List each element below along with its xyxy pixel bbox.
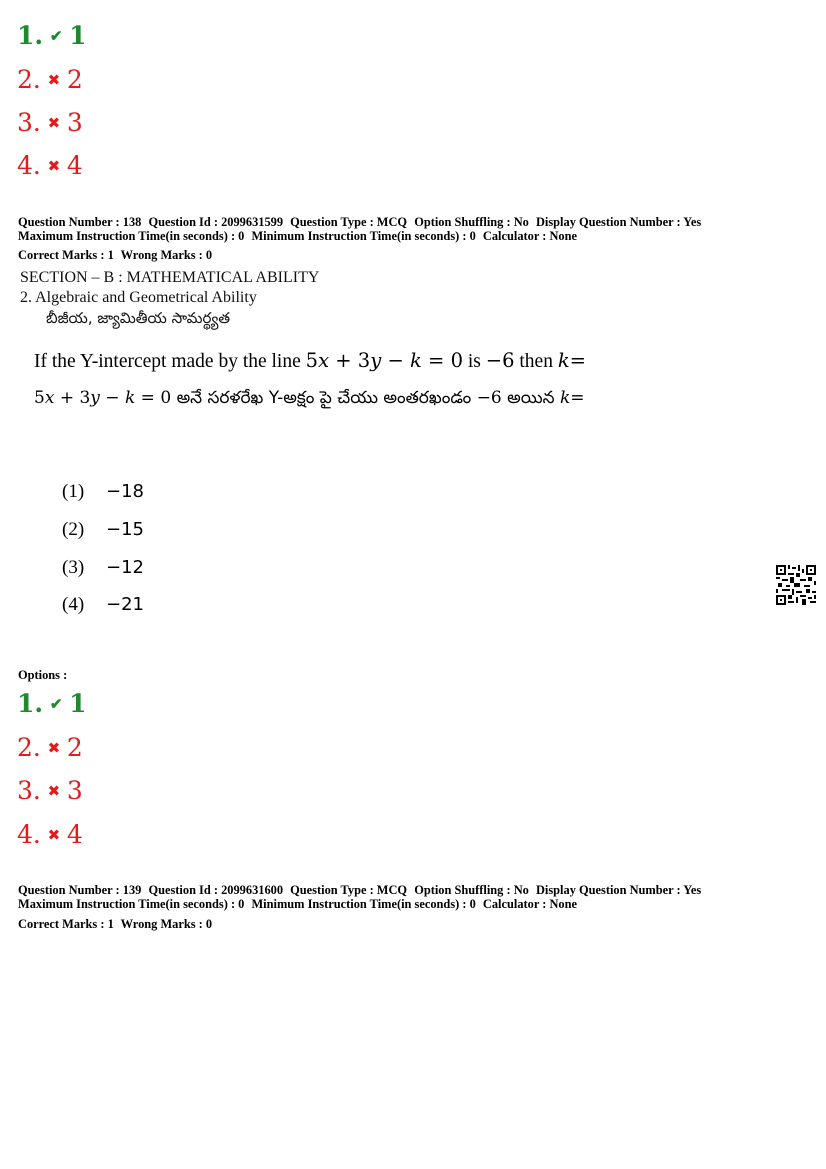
choice-value: −12 bbox=[106, 557, 144, 578]
options-label: Options : bbox=[18, 668, 68, 682]
question-number: Question Number : 139 bbox=[18, 883, 142, 897]
display-question-number: Display Question Number : Yes bbox=[535, 883, 702, 897]
choice-value: −21 bbox=[106, 594, 144, 615]
question-text-part: is bbox=[462, 351, 486, 372]
choice-label: (1) bbox=[62, 481, 85, 502]
option-shuffling: Option Shuffling : No bbox=[414, 215, 529, 229]
option-value: 3 bbox=[66, 776, 83, 805]
option-shuffling: Option Shuffling : No bbox=[414, 883, 529, 897]
calculator: Calculator : None bbox=[482, 229, 577, 243]
option-row bbox=[17, 820, 83, 850]
qr-code-icon bbox=[776, 565, 816, 605]
max-instruction-time: Maximum Instruction Time(in seconds) : 0 bbox=[18, 897, 245, 911]
question-text-part: If the Y-intercept made by the line bbox=[34, 351, 306, 372]
check-icon: ✔ bbox=[49, 27, 63, 45]
question-meta-line bbox=[18, 897, 581, 911]
choice-item bbox=[62, 557, 144, 579]
question-meta-line bbox=[18, 883, 705, 897]
option-row bbox=[17, 776, 83, 806]
section-title: SECTION – B : MATHEMATICAL ABILITY bbox=[20, 269, 320, 286]
variable-k: k= bbox=[559, 388, 585, 408]
question-text-part: then bbox=[514, 351, 558, 372]
cross-icon: ✖ bbox=[47, 71, 61, 89]
choice-value: −18 bbox=[106, 481, 144, 502]
question-id: Question Id : 2099631599 bbox=[148, 215, 284, 229]
cross-icon: ✖ bbox=[47, 826, 61, 844]
choice-item bbox=[62, 481, 144, 503]
option-row bbox=[17, 733, 83, 763]
question-text-english bbox=[34, 349, 586, 373]
cross-icon: ✖ bbox=[47, 739, 61, 757]
option-value: 2 bbox=[66, 65, 83, 94]
choice-label: (2) bbox=[62, 519, 85, 540]
intercept-value: −6 bbox=[476, 388, 502, 408]
wrong-marks: Wrong Marks : 0 bbox=[120, 917, 213, 931]
question-id: Question Id : 2099631600 bbox=[148, 883, 284, 897]
option-value: 4 bbox=[66, 820, 83, 849]
cross-icon: ✖ bbox=[47, 157, 61, 175]
option-number: 2. bbox=[17, 733, 41, 762]
option-number: 2. bbox=[17, 65, 41, 94]
cross-icon: ✖ bbox=[47, 782, 61, 800]
choice-label: (3) bbox=[62, 557, 85, 578]
option-number: 1. bbox=[17, 689, 44, 718]
choice-value: −15 bbox=[106, 519, 144, 540]
correct-marks: Correct Marks : 1 bbox=[18, 248, 114, 262]
topic-title: 2. Algebraic and Geometrical Ability bbox=[20, 289, 257, 306]
equation: 5x + 3y − k = 0 bbox=[34, 388, 172, 408]
min-instruction-time: Minimum Instruction Time(in seconds) : 0 bbox=[251, 897, 476, 911]
question-text-telugu bbox=[34, 388, 585, 412]
question-meta-line bbox=[18, 229, 581, 243]
option-value: 2 bbox=[66, 733, 83, 762]
variable-k: k= bbox=[557, 349, 586, 372]
section-header bbox=[20, 268, 319, 328]
question-meta-line bbox=[18, 215, 705, 229]
question-marks-line bbox=[18, 248, 216, 262]
equation: 5x + 3y − k = 0 bbox=[305, 349, 463, 372]
option-number: 1. bbox=[17, 21, 44, 50]
option-number: 3. bbox=[17, 776, 41, 805]
display-question-number: Display Question Number : Yes bbox=[535, 215, 702, 229]
question-type: Question Type : MCQ bbox=[290, 215, 408, 229]
topic-title-telugu: బీజీయ, జ్యామితీయ సామర్థ్యత bbox=[46, 309, 231, 327]
option-value: 4 bbox=[66, 151, 83, 180]
option-number: 4. bbox=[17, 151, 41, 180]
option-row bbox=[17, 65, 83, 95]
option-row bbox=[17, 689, 87, 719]
max-instruction-time: Maximum Instruction Time(in seconds) : 0 bbox=[18, 229, 245, 243]
option-row bbox=[17, 108, 83, 138]
question-number: Question Number : 138 bbox=[18, 215, 142, 229]
choice-item bbox=[62, 519, 144, 541]
option-row bbox=[17, 21, 87, 51]
option-value: 3 bbox=[66, 108, 83, 137]
option-number: 3. bbox=[17, 108, 41, 137]
wrong-marks: Wrong Marks : 0 bbox=[120, 248, 213, 262]
option-number: 4. bbox=[17, 820, 41, 849]
option-value: 1 bbox=[69, 689, 87, 718]
cross-icon: ✖ bbox=[47, 114, 61, 132]
option-value: 1 bbox=[69, 21, 87, 50]
choice-item bbox=[62, 594, 144, 616]
question-text-part: అయిన bbox=[507, 388, 555, 408]
min-instruction-time: Minimum Instruction Time(in seconds) : 0 bbox=[251, 229, 476, 243]
option-row bbox=[17, 151, 83, 181]
calculator: Calculator : None bbox=[482, 897, 577, 911]
correct-marks: Correct Marks : 1 bbox=[18, 917, 114, 931]
check-icon: ✔ bbox=[49, 695, 63, 713]
question-marks-line bbox=[18, 917, 216, 931]
question-text-part: అనే సరళరేఖ Y-అక్షం పై చేయు అంతరఖండం bbox=[176, 388, 472, 408]
choice-label: (4) bbox=[62, 594, 85, 615]
question-type: Question Type : MCQ bbox=[290, 883, 408, 897]
intercept-value: −6 bbox=[485, 349, 515, 372]
